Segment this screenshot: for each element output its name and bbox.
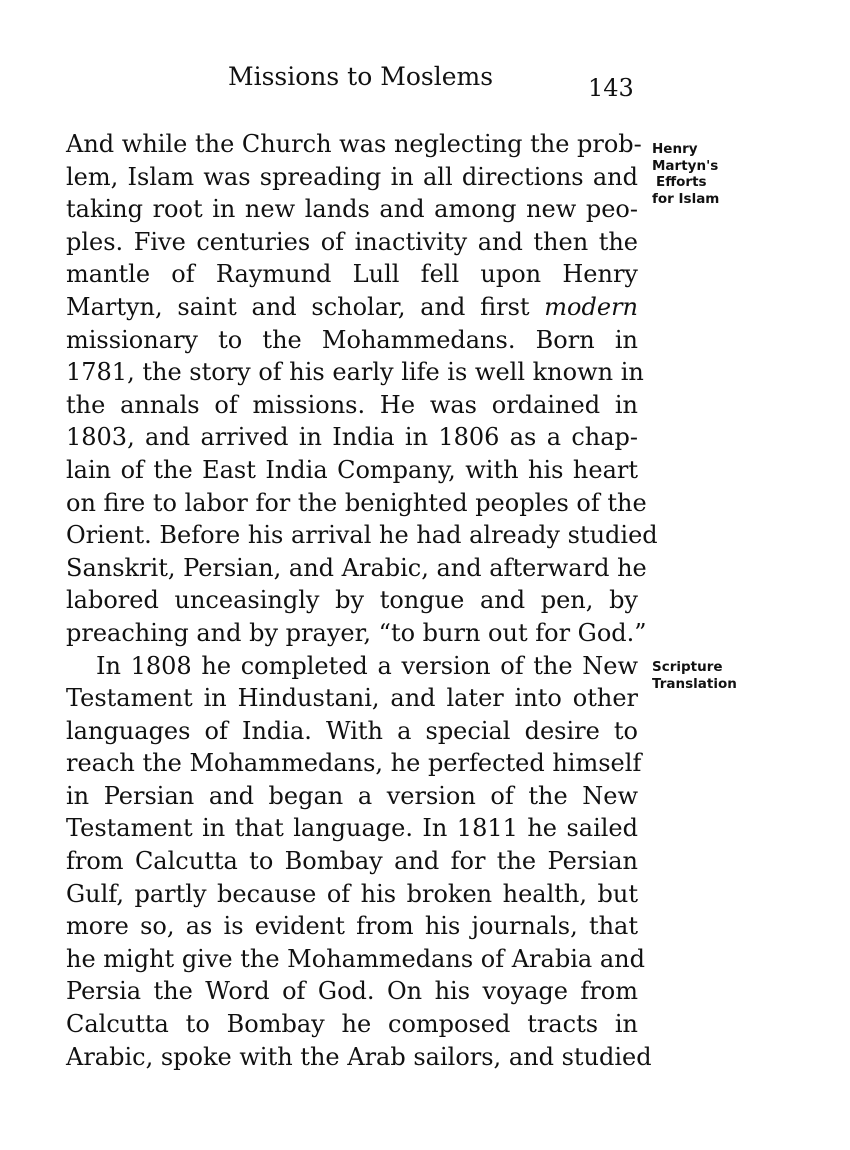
- text-line: Testament in Hindustani, and later into other: [66, 684, 638, 713]
- text-line: taking root in new lands and among new peo-: [66, 195, 638, 224]
- text-line: the annals of missions. He was ordained in: [66, 390, 638, 419]
- text-line: on fire to labor for the benighted peoples of the: [66, 488, 647, 517]
- paragraph-1: [66, 128, 658, 650]
- body-text: [66, 128, 658, 1073]
- text-line: Testament in that language. In 1811 he sailed: [66, 814, 638, 843]
- text-line: languages of India. With a special desire to: [66, 716, 638, 745]
- page-number: 143: [588, 74, 634, 102]
- text-line: more so, as is evident from his journals, that: [66, 912, 638, 941]
- paragraph-2: [66, 650, 652, 1074]
- text-line: 1803, and arrived in India in 1806 as a chap-: [66, 423, 638, 452]
- sidenote-line: for Islam: [652, 190, 720, 207]
- text-line: labored unceasingly by tongue and pen, by: [66, 586, 638, 615]
- text-line: Sanskrit, Persian, and Arabic, and afterward he: [66, 553, 647, 582]
- text-line: lain of the East India Company, with his heart: [66, 455, 638, 484]
- text-line: ples. Five centuries of inactivity and then the: [66, 227, 638, 256]
- text-segment: Martyn, saint and scholar, and first: [66, 292, 545, 321]
- text-line: [66, 291, 638, 324]
- text-line: preaching and by prayer, “to burn out for God.”: [66, 618, 647, 647]
- text-line: reach the Mohammedans, he perfected himself: [66, 749, 642, 778]
- text-line: In 1808 he completed a version of the New: [96, 651, 638, 680]
- text-line: Arabic, spoke with the Arab sailors, and studied: [66, 1042, 652, 1071]
- text-line: in Persian and began a version of the New: [66, 781, 638, 810]
- sidenote-scripture-translation: [652, 659, 737, 692]
- text-line: Orient. Before his arrival he had already studied: [66, 521, 658, 550]
- text-line: Gulf, partly because of his broken health, but: [66, 879, 638, 908]
- text-line: missionary to the Mohammedans. Born in: [66, 325, 638, 354]
- text-line: 1781, the story of his early life is well known in: [66, 358, 644, 387]
- sidenote-line: Martyn's: [652, 157, 719, 174]
- sidenote-line: Translation: [652, 675, 737, 692]
- text-line: Calcutta to Bombay he composed tracts in: [66, 1010, 638, 1039]
- sidenote-line: Efforts: [656, 174, 707, 190]
- text-line: And while the Church was neglecting the prob-: [66, 130, 642, 158]
- text-line: Persia the Word of God. On his voyage from: [66, 977, 638, 1006]
- text-line: he might give the Mohammedans of Arabia and: [66, 944, 645, 973]
- text-line: mantle of Raymund Lull fell upon Henry: [66, 260, 638, 289]
- text-line: from Calcutta to Bombay and for the Persian: [66, 847, 638, 876]
- sidenote-henry-martyns-efforts: [652, 141, 719, 207]
- emphasized-word: modern: [544, 292, 638, 321]
- running-head-title: Missions to Moslems: [228, 62, 494, 91]
- sidenote-line: Henry: [652, 141, 698, 157]
- text-line: lem, Islam was spreading in all directions and: [66, 162, 638, 191]
- sidenote-line: Scripture: [652, 659, 723, 675]
